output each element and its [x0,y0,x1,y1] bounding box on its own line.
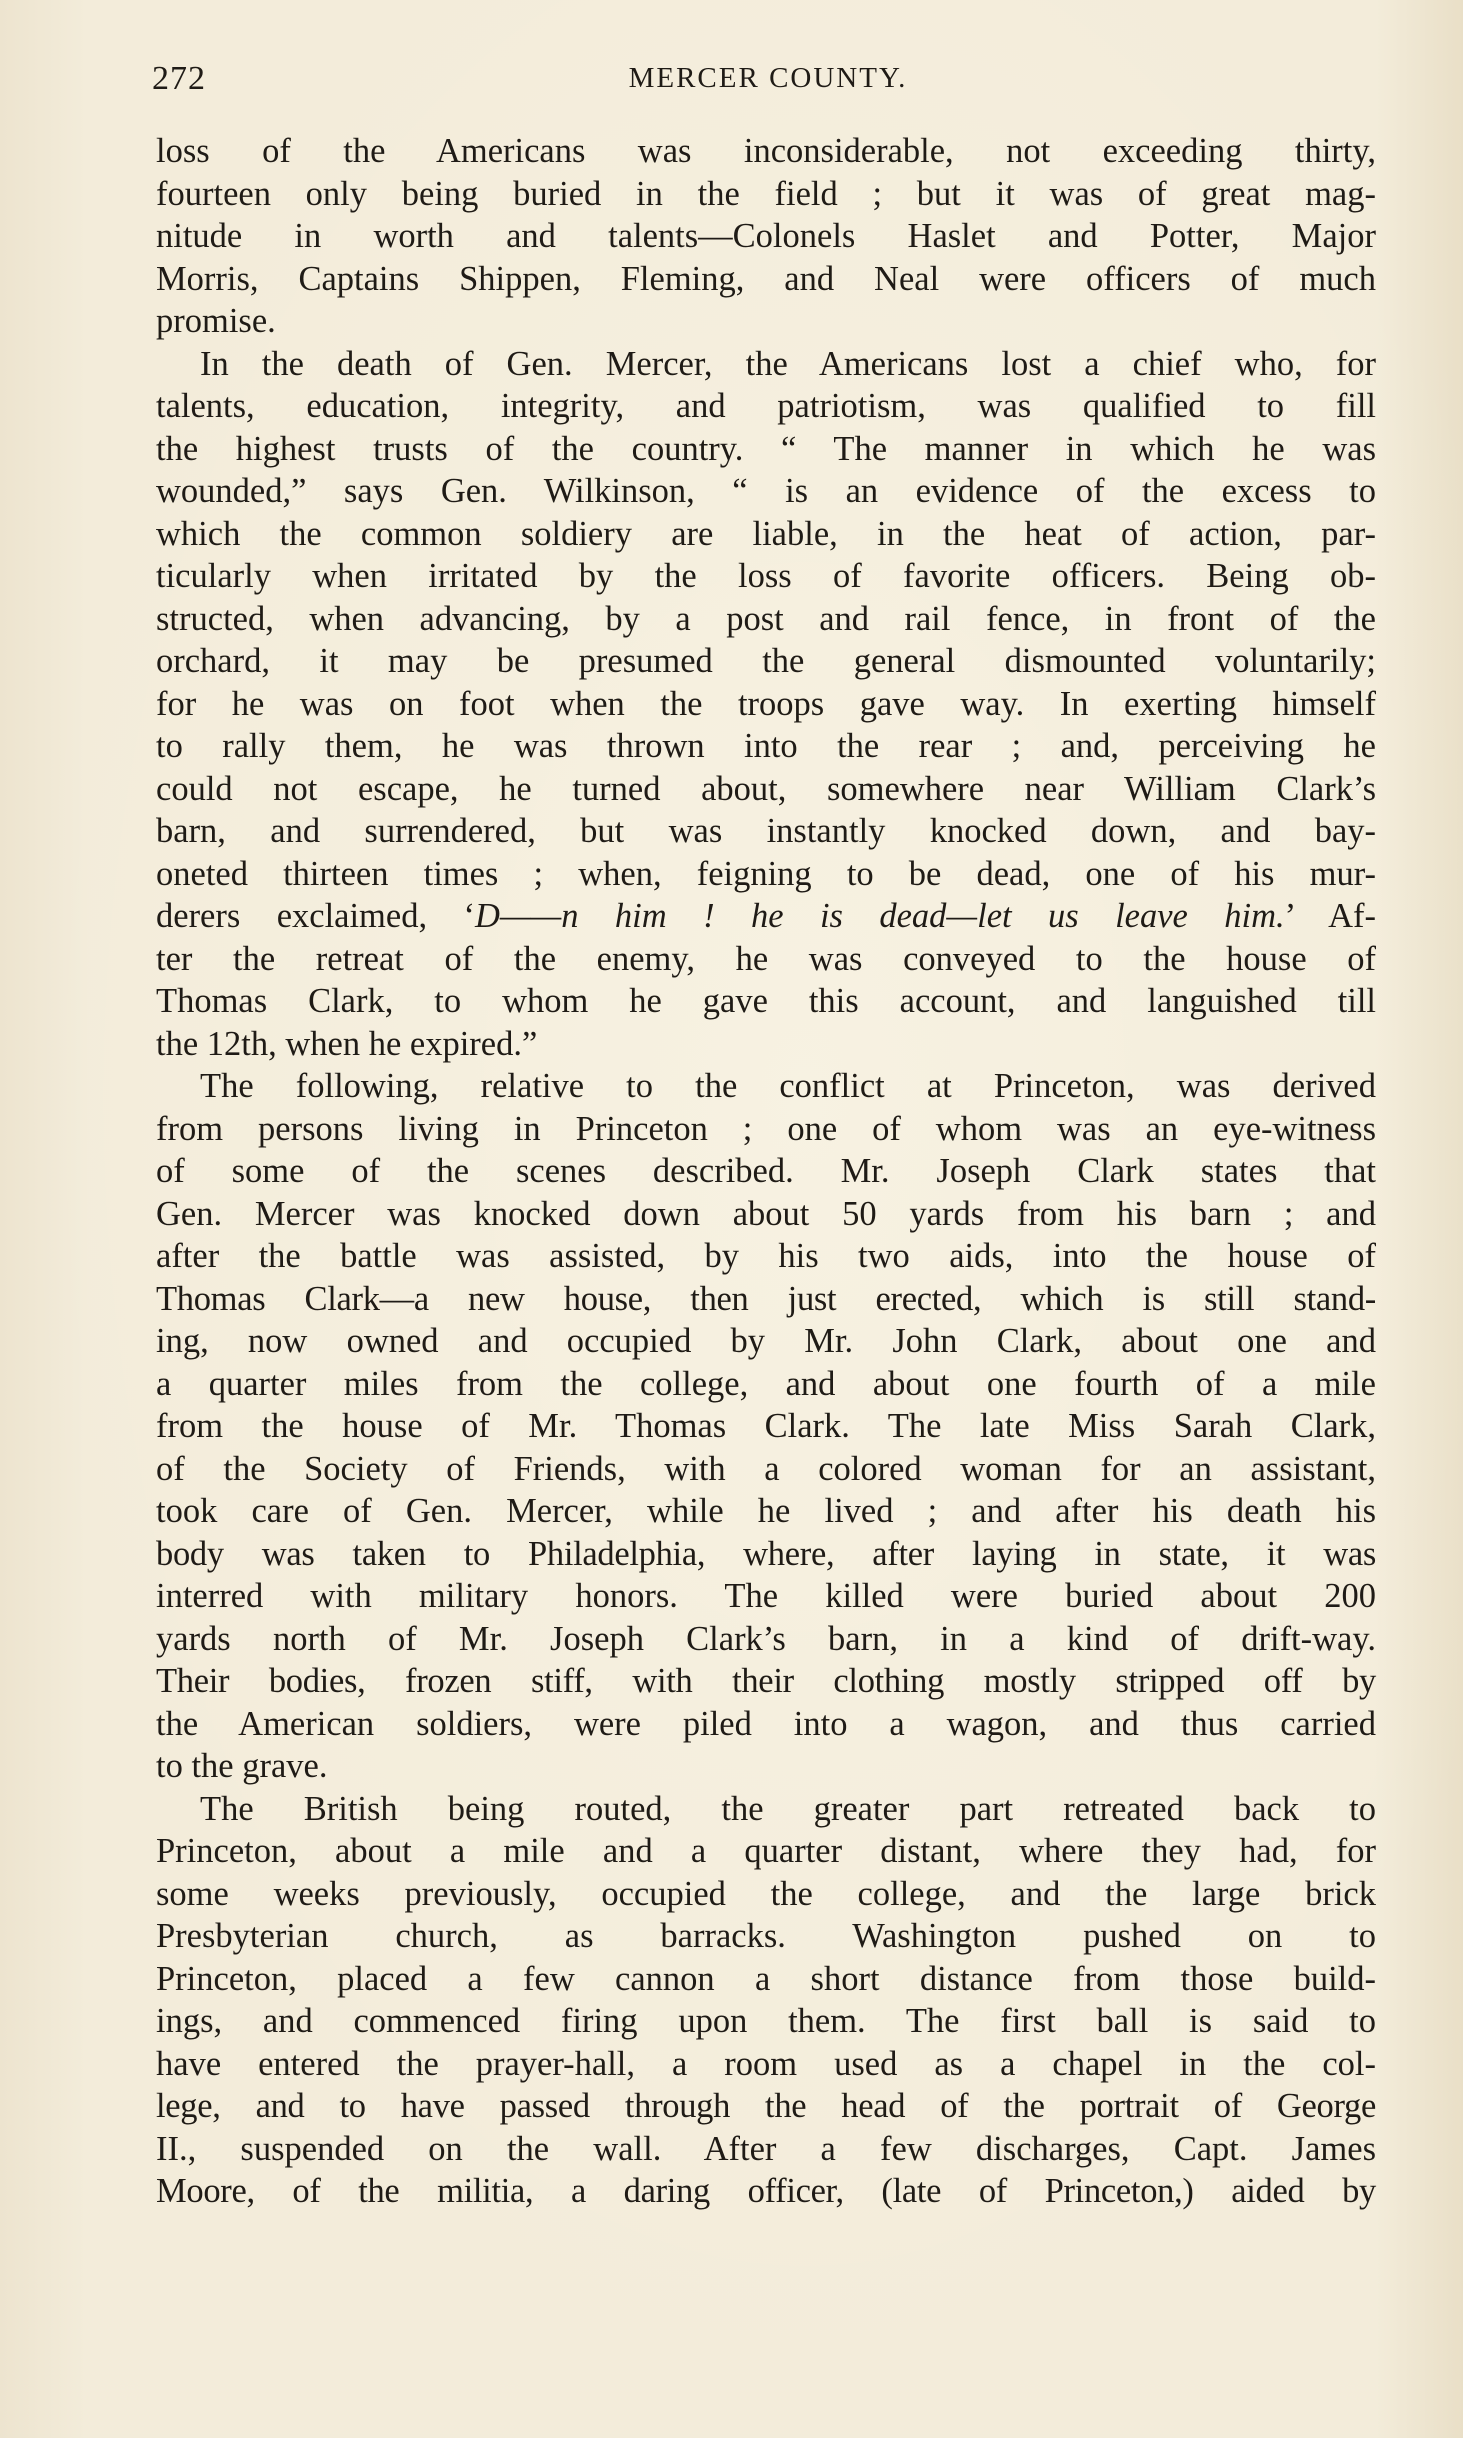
text-line: could not escape, he turned about, somewhere near William Clark’s [156,769,1376,808]
text-line: Presbyterian church, as barracks. Washington pushed on to [156,1917,1376,1955]
text-line: ticularly when irritated by the loss of favorite officers. Being ob- [156,557,1376,595]
text-line: interred with military honors. The killed were buried about 200 [156,1577,1376,1615]
text-line: promise. [156,302,276,340]
text-line: after the battle was assisted, by his two aids, into the house of [156,1237,1376,1275]
text-line: Their bodies, frozen stiff, with their clothing mostly stripped off by [156,1662,1376,1700]
text-line: some weeks previously, occupied the college, and the large brick [156,1874,1376,1913]
paragraph-first-line: The following, relative to the conflict at Princeton, was derived [200,1067,1376,1105]
italic-quote: D——n him ! he is dead—let us leave him. [474,897,1285,935]
text-line: nitude in worth and talents—Colonels Haslet and Potter, Major [156,217,1376,255]
text-line: from the house of Mr. Thomas Clark. The late Miss Sarah Clark, [156,1407,1376,1445]
text-line: Gen. Mercer was knocked down about 50 yards from his barn ; and [156,1194,1376,1233]
text-line: the highest trusts of the country. “ The manner in which he was [156,429,1376,468]
text-line: Morris, Captains Shippen, Fleming, and Neal were officers of much [156,259,1376,298]
body-text [156,130,1376,2213]
text-line: to the grave. [156,1747,328,1785]
text-line-italic-quote: derers exclaimed, ‘D——n him ! he is dead—let us leave him.’ Af- [156,897,1376,935]
text-line: II., suspended on the wall. After a few discharges, Capt. James [156,2129,1376,2168]
text-line: the American soldiers, were piled into a wagon, and thus carried [156,1704,1376,1743]
paragraph-first-line: The British being routed, the greater part retreated back to [200,1789,1376,1828]
text-line: oneted thirteen times ; when, feigning to be dead, one of his mur- [156,854,1376,893]
text-line: to rally them, he was thrown into the rear ; and, perceiving he [156,727,1376,765]
text-line: lege, and to have passed through the head of the portrait of George [156,2087,1376,2125]
text-line: loss of the Americans was inconsiderable, not exceeding thirty, [156,132,1376,170]
text-line: from persons living in Princeton ; one of whom was an eye-witness [156,1109,1376,1148]
running-head: MERCER COUNTY. [628,62,908,94]
page-number: 272 [152,60,206,97]
text-line: Thomas Clark, to whom he gave this account, and languished till [156,982,1376,1020]
text-line: have entered the prayer-hall, a room used as a chapel in the col- [156,2044,1376,2083]
text-line: of the Society of Friends, with a colored woman for an assistant, [156,1449,1376,1488]
paragraph-first-line: In the death of Gen. Mercer, the Americans lost a chief who, for [200,344,1376,383]
text-line: ing, now owned and occupied by Mr. John Clark, about one and [156,1322,1376,1360]
text-line: Princeton, placed a few cannon a short distance from those build- [156,1959,1376,1998]
text-line: Thomas Clark—a new house, then just erected, which is still stand- [156,1279,1376,1318]
text-line: ter the retreat of the enemy, he was conveyed to the house of [156,939,1376,978]
text-line: fourteen only being buried in the field ; but it was of great mag- [156,174,1376,213]
text-line: structed, when advancing, by a post and rail fence, in front of the [156,599,1376,638]
text-line: a quarter miles from the college, and about one fourth of a mile [156,1364,1376,1403]
text-line: Moore, of the militia, a daring officer, (late of Princeton,) aided by [156,2172,1376,2210]
text-line: orchard, it may be presumed the general dismounted voluntarily; [156,642,1376,680]
text-line: took care of Gen. Mercer, while he lived ; and after his death his [156,1492,1376,1530]
text-line: talents, education, integrity, and patriotism, was qualified to fill [156,387,1376,425]
text-line: Princeton, about a mile and a quarter distant, where they had, for [156,1832,1376,1870]
text-line: wounded,” says Gen. Wilkinson, “ is an evidence of the excess to [156,472,1376,510]
text-line: body was taken to Philadelphia, where, after laying in state, it was [156,1534,1376,1573]
text-line: of some of the scenes described. Mr. Joseph Clark states that [156,1152,1376,1190]
text-line: which the common soldiery are liable, in the heat of action, par- [156,514,1376,553]
text-line: barn, and surrendered, but was instantly knocked down, and bay- [156,812,1376,850]
text-line: the 12th, when he expired.” [156,1024,538,1063]
text-line: for he was on foot when the troops gave way. In exerting himself [156,684,1376,723]
text-line: ings, and commenced firing upon them. The first ball is said to [156,2002,1376,2040]
page-header [152,60,1384,106]
text-line: yards north of Mr. Joseph Clark’s barn, in a kind of drift-way. [156,1619,1376,1658]
